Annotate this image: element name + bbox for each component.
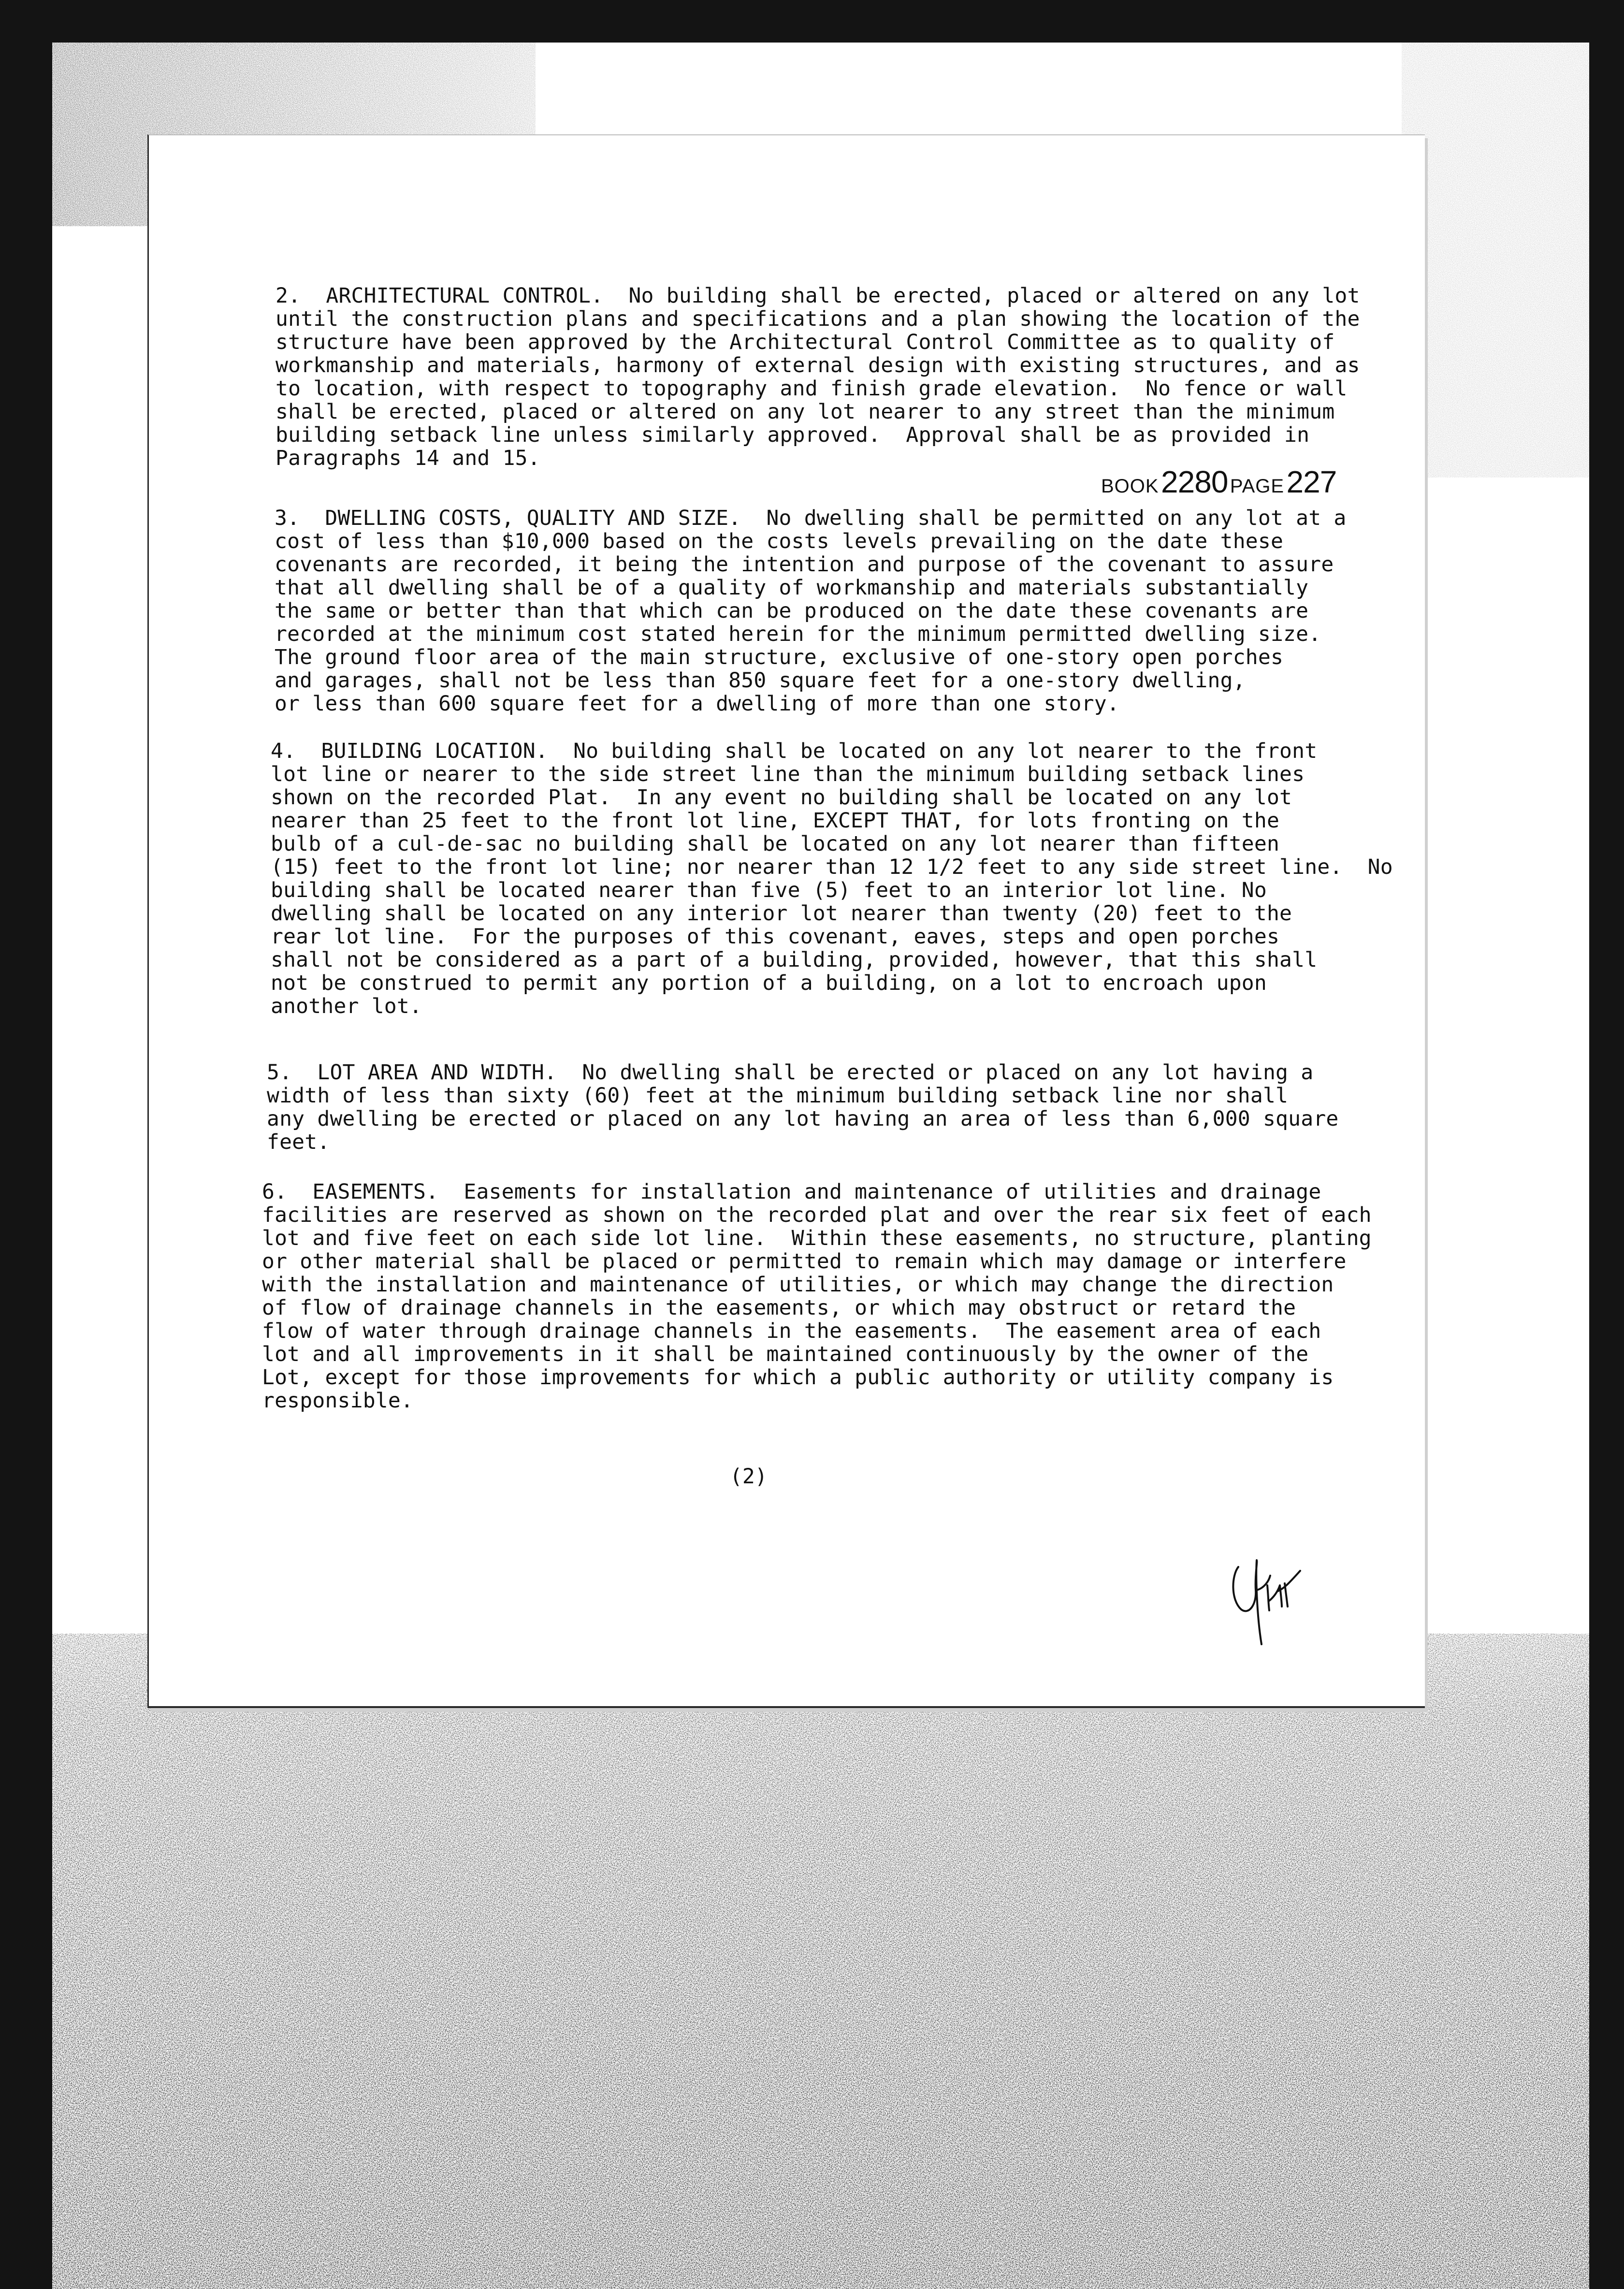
- paragraph-line: nearer than 25 feet to the front lot line, EXCEPT THAT, for lots fronting on the: [271, 809, 1280, 833]
- paragraph-line: another lot.: [271, 994, 422, 1018]
- book-label: BOOK: [1101, 476, 1159, 497]
- stamp-page-number: 227: [1286, 464, 1337, 499]
- paragraph-line: flow of water through drainage channels in the easements. The easement area of each: [262, 1319, 1321, 1343]
- paragraph-architectural-control: [276, 284, 1360, 470]
- paragraph-line: not be construed to permit any portion of a building, on a lot to encroach upon: [271, 971, 1267, 995]
- paragraph-line: width of less than sixty (60) feet at the minimum building setback line nor shall: [267, 1084, 1289, 1108]
- paragraph-line: until the construction plans and specifications and a plan showing the location of the: [276, 307, 1360, 331]
- page-number: (2): [730, 1464, 768, 1489]
- paragraph-line: or less than 600 square feet for a dwelling of more than one story.: [275, 692, 1119, 716]
- paragraph-line: feet.: [267, 1130, 330, 1154]
- page-label: PAGE: [1230, 476, 1285, 497]
- paragraph-line: (15) feet to the front lot line; nor nearer than 12 1/2 feet to any side street line. No: [271, 855, 1393, 879]
- paragraph-line: the same or better than that which can be produced on the date these covenants are: [275, 599, 1309, 623]
- paragraph-line: dwelling shall be located on any interior lot nearer than twenty (20) feet to the: [271, 901, 1292, 926]
- paragraph-line: structure have been approved by the Architectural Control Committee as to quality of: [276, 330, 1335, 354]
- paragraph-line: rear lot line. For the purposes of this covenant, eaves, steps and open porches: [271, 925, 1280, 949]
- paragraph-line: any dwelling be erected or placed on any lot having an area of less than 6,000 square: [267, 1107, 1339, 1131]
- recording-stamp: [1101, 464, 1336, 500]
- paragraph-line: shall not be considered as a part of a building, provided, however, that this shall: [271, 948, 1318, 972]
- paragraph-line: Paragraphs 14 and 15.: [276, 446, 540, 470]
- paragraph-line: to location, with respect to topography and finish grade elevation. No fence or wall: [276, 377, 1348, 401]
- paragraph-line: 3. DWELLING COSTS, QUALITY AND SIZE. No dwelling shall be permitted on any lot at a: [275, 506, 1347, 530]
- paragraph-line: lot and all improvements in it shall be maintained continuously by the owner of the: [262, 1342, 1309, 1366]
- paragraph-line: of flow of drainage channels in the easements, or which may obstruct or retard the: [262, 1296, 1296, 1320]
- paragraph-line: facilities are reserved as shown on the recorded plat and over the rear six feet of each: [262, 1203, 1372, 1227]
- paragraph-line: workmanship and materials, harmony of external design with existing structures, and as: [276, 353, 1360, 377]
- paragraph-line: with the installation and maintenance of utilities, or which may change the direction: [262, 1273, 1334, 1297]
- paragraph-line: cost of less than $10,000 based on the costs levels prevailing on the date these: [275, 529, 1284, 553]
- handwritten-initials: [1228, 1556, 1310, 1648]
- paragraph-dwelling-costs: [275, 507, 1347, 715]
- paragraph-line: and garages, shall not be less than 850 square feet for a one-story dwelling,: [275, 668, 1246, 693]
- paragraph-line: shown on the recorded Plat. In any event no building shall be located on any lot: [271, 785, 1292, 810]
- paragraph-line: 5. LOT AREA AND WIDTH. No dwelling shall be erected or placed on any lot having a: [267, 1060, 1314, 1085]
- paragraph-line: Lot, except for those improvements for which a public authority or utility company is: [262, 1365, 1334, 1390]
- book-number: 2280: [1161, 464, 1228, 499]
- paragraph-line: lot and five feet on each side lot line. Within these easements, no structure, planting: [262, 1226, 1372, 1250]
- paragraph-line: building shall be located nearer than five (5) feet to an interior lot line. No: [271, 878, 1267, 902]
- paragraph-line: that all dwelling shall be of a quality of workmanship and materials substantially: [275, 576, 1309, 600]
- paragraph-lot-area: [267, 1061, 1339, 1154]
- paragraph-line: shall be erected, placed or altered on any lot nearer to any street than the minimum: [276, 400, 1335, 424]
- paragraph-line: or other material shall be placed or permitted to remain which may damage or interfere: [262, 1249, 1347, 1274]
- paragraph-line: recorded at the minimum cost stated herein for the minimum permitted dwelling size.: [275, 622, 1321, 646]
- paragraph-line: 6. EASEMENTS. Easements for installation and maintenance of utilities and drainage: [262, 1180, 1321, 1204]
- paragraph-easements: [262, 1180, 1372, 1412]
- paragraph-line: covenants are recorded, it being the intention and purpose of the covenant to assure: [275, 552, 1334, 577]
- paragraph-line: 2. ARCHITECTURAL CONTROL. No building shall be erected, placed or altered on any lot: [276, 284, 1360, 308]
- paragraph-line: responsible.: [262, 1389, 414, 1413]
- paragraph-line: lot line or nearer to the side street line than the minimum building setback lines: [271, 762, 1305, 786]
- paragraph-line: 4. BUILDING LOCATION. No building shall be located on any lot nearer to the front: [271, 739, 1318, 763]
- paragraph-line: building setback line unless similarly approved. Approval shall be as provided in: [276, 423, 1310, 447]
- paragraph-line: bulb of a cul-de-sac no building shall be located on any lot nearer than fifteen: [271, 832, 1280, 856]
- paragraph-line: The ground floor area of the main structure, exclusive of one-story open porches: [275, 645, 1284, 669]
- paragraph-building-location: [271, 739, 1393, 1018]
